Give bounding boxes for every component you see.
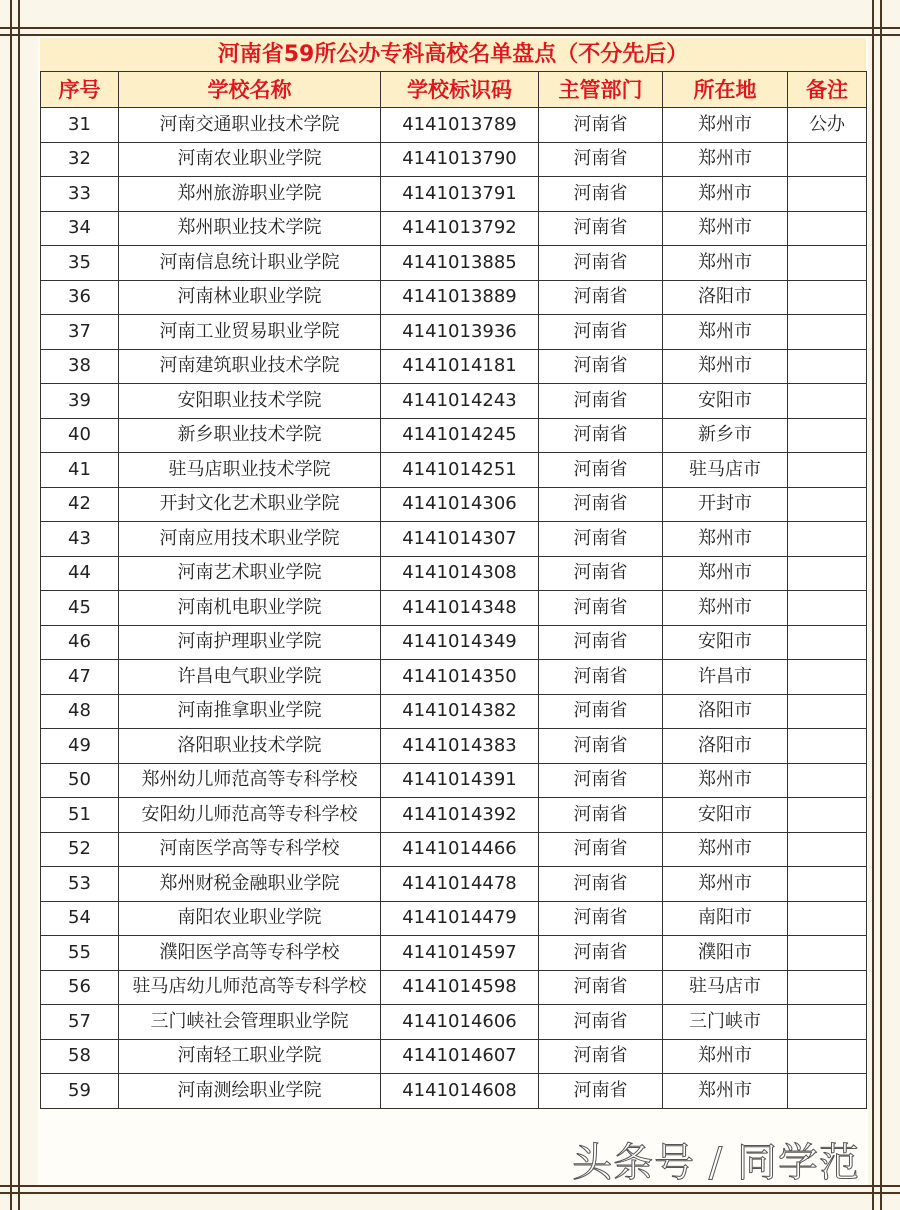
cell-school-name: 河南工业贸易职业学院: [119, 315, 381, 350]
cell-index: 37: [41, 315, 119, 350]
cell-school-code: 4141014245: [381, 418, 539, 453]
table-row: [41, 246, 867, 281]
cell-location: 驻马店市: [663, 453, 788, 488]
table-row: [41, 522, 867, 557]
cell-index: 48: [41, 694, 119, 729]
cell-location: 郑州市: [663, 315, 788, 350]
table-row: [41, 1005, 867, 1040]
cell-school-code: 4141014597: [381, 936, 539, 971]
cell-department: 河南省: [539, 522, 663, 557]
header-index: 序号: [41, 72, 119, 108]
cell-school-code: 4141014607: [381, 1039, 539, 1074]
cell-department: 河南省: [539, 901, 663, 936]
table-row: [41, 625, 867, 660]
cell-school-code: 4141014348: [381, 591, 539, 626]
cell-remark: [788, 729, 867, 764]
cell-index: 44: [41, 556, 119, 591]
cell-school-name: 安阳幼儿师范高等专科学校: [119, 798, 381, 833]
cell-remark: [788, 556, 867, 591]
cell-school-name: 驻马店幼儿师范高等专科学校: [119, 970, 381, 1005]
cell-location: 郑州市: [663, 867, 788, 902]
cell-school-name: 河南轻工职业学院: [119, 1039, 381, 1074]
cell-school-name: 新乡职业技术学院: [119, 418, 381, 453]
cell-department: 河南省: [539, 591, 663, 626]
cell-school-name: 河南建筑职业技术学院: [119, 349, 381, 384]
cell-school-code: 4141014350: [381, 660, 539, 695]
cell-remark: [788, 246, 867, 281]
cell-school-name: 许昌电气职业学院: [119, 660, 381, 695]
cell-remark: [788, 487, 867, 522]
cell-remark: [788, 832, 867, 867]
cell-location: 安阳市: [663, 384, 788, 419]
cell-location: 郑州市: [663, 1039, 788, 1074]
watermark: 头条号 / 同学范: [572, 1140, 860, 1186]
cell-school-code: 4141013790: [381, 142, 539, 177]
school-table: [40, 71, 867, 1109]
cell-school-name: 安阳职业技术学院: [119, 384, 381, 419]
cell-location: 洛阳市: [663, 694, 788, 729]
cell-remark: [788, 349, 867, 384]
cell-index: 36: [41, 280, 119, 315]
cell-index: 45: [41, 591, 119, 626]
cell-location: 安阳市: [663, 798, 788, 833]
frame-line: [0, 34, 900, 36]
cell-remark: [788, 453, 867, 488]
cell-department: 河南省: [539, 1074, 663, 1109]
cell-school-code: 4141014349: [381, 625, 539, 660]
cell-index: 32: [41, 142, 119, 177]
cell-department: 河南省: [539, 1039, 663, 1074]
cell-school-code: 4141013792: [381, 211, 539, 246]
cell-school-code: 4141014243: [381, 384, 539, 419]
cell-school-name: 河南艺术职业学院: [119, 556, 381, 591]
cell-index: 56: [41, 970, 119, 1005]
header-department: 主管部门: [539, 72, 663, 108]
table-row: [41, 556, 867, 591]
cell-location: 郑州市: [663, 177, 788, 212]
cell-school-name: 郑州旅游职业学院: [119, 177, 381, 212]
table-row: [41, 832, 867, 867]
cell-remark: [788, 763, 867, 798]
cell-location: 郑州市: [663, 1074, 788, 1109]
cell-school-name: 南阳农业职业学院: [119, 901, 381, 936]
cell-department: 河南省: [539, 625, 663, 660]
cell-index: 39: [41, 384, 119, 419]
table-row: [41, 867, 867, 902]
cell-location: 郑州市: [663, 832, 788, 867]
cell-remark: [788, 970, 867, 1005]
cell-location: 安阳市: [663, 625, 788, 660]
cell-school-name: 河南交通职业技术学院: [119, 108, 381, 143]
cell-department: 河南省: [539, 384, 663, 419]
table-row: [41, 1074, 867, 1109]
cell-location: 郑州市: [663, 522, 788, 557]
cell-remark: [788, 1074, 867, 1109]
cell-remark: [788, 1005, 867, 1040]
cell-school-code: 4141013889: [381, 280, 539, 315]
cell-school-code: 4141014382: [381, 694, 539, 729]
header-school-name: 学校名称: [119, 72, 381, 108]
cell-school-name: 三门峡社会管理职业学院: [119, 1005, 381, 1040]
header-remark: 备注: [788, 72, 867, 108]
cell-department: 河南省: [539, 867, 663, 902]
cell-index: 34: [41, 211, 119, 246]
cell-remark: [788, 798, 867, 833]
frame-line: [0, 27, 900, 29]
cell-remark: [788, 901, 867, 936]
cell-remark: [788, 1039, 867, 1074]
table-row: [41, 970, 867, 1005]
cell-remark: [788, 142, 867, 177]
cell-school-name: 河南农业职业学院: [119, 142, 381, 177]
table-row: [41, 936, 867, 971]
cell-location: 郑州市: [663, 556, 788, 591]
cell-department: 河南省: [539, 453, 663, 488]
frame-line: [18, 0, 20, 1210]
cell-department: 河南省: [539, 211, 663, 246]
cell-school-name: 河南信息统计职业学院: [119, 246, 381, 281]
cell-department: 河南省: [539, 1005, 663, 1040]
cell-school-name: 郑州财税金融职业学院: [119, 867, 381, 902]
cell-remark: [788, 522, 867, 557]
cell-school-code: 4141014307: [381, 522, 539, 557]
cell-school-code: 4141014181: [381, 349, 539, 384]
cell-location: 郑州市: [663, 349, 788, 384]
table-row: [41, 901, 867, 936]
frame-line: [872, 0, 874, 1210]
table-row: [41, 108, 867, 143]
table-row: [41, 453, 867, 488]
cell-department: 河南省: [539, 936, 663, 971]
cell-school-code: 4141014466: [381, 832, 539, 867]
cell-remark: [788, 694, 867, 729]
cell-department: 河南省: [539, 142, 663, 177]
header-school-code: 学校标识码: [381, 72, 539, 108]
cell-school-name: 郑州幼儿师范高等专科学校: [119, 763, 381, 798]
frame-line: [10, 0, 12, 1210]
cell-index: 58: [41, 1039, 119, 1074]
cell-school-code: 4141014606: [381, 1005, 539, 1040]
cell-school-name: 河南医学高等专科学校: [119, 832, 381, 867]
cell-remark: [788, 936, 867, 971]
cell-school-code: 4141014306: [381, 487, 539, 522]
cell-school-name: 洛阳职业技术学院: [119, 729, 381, 764]
cell-remark: [788, 625, 867, 660]
cell-index: 50: [41, 763, 119, 798]
cell-location: 郑州市: [663, 142, 788, 177]
cell-index: 46: [41, 625, 119, 660]
cell-school-name: 河南应用技术职业学院: [119, 522, 381, 557]
cell-school-code: 4141014308: [381, 556, 539, 591]
cell-index: 33: [41, 177, 119, 212]
cell-location: 郑州市: [663, 211, 788, 246]
cell-school-name: 河南林业职业学院: [119, 280, 381, 315]
cell-location: 新乡市: [663, 418, 788, 453]
cell-department: 河南省: [539, 729, 663, 764]
header-row: [41, 72, 867, 108]
cell-school-code: 4141014251: [381, 453, 539, 488]
table-row: [41, 694, 867, 729]
cell-remark: [788, 315, 867, 350]
table-row: [41, 211, 867, 246]
cell-location: 郑州市: [663, 108, 788, 143]
cell-department: 河南省: [539, 108, 663, 143]
cell-index: 52: [41, 832, 119, 867]
cell-department: 河南省: [539, 694, 663, 729]
cell-remark: [788, 591, 867, 626]
cell-department: 河南省: [539, 763, 663, 798]
cell-department: 河南省: [539, 487, 663, 522]
cell-school-code: 4141014598: [381, 970, 539, 1005]
table-row: [41, 418, 867, 453]
cell-school-name: 郑州职业技术学院: [119, 211, 381, 246]
cell-location: 南阳市: [663, 901, 788, 936]
cell-department: 河南省: [539, 349, 663, 384]
table-row: [41, 660, 867, 695]
cell-school-name: 河南推拿职业学院: [119, 694, 381, 729]
cell-school-code: 4141014608: [381, 1074, 539, 1109]
cell-location: 三门峡市: [663, 1005, 788, 1040]
cell-index: 31: [41, 108, 119, 143]
table-row: [41, 729, 867, 764]
cell-index: 59: [41, 1074, 119, 1109]
cell-location: 许昌市: [663, 660, 788, 695]
table-row: [41, 349, 867, 384]
cell-remark: [788, 384, 867, 419]
cell-remark: [788, 867, 867, 902]
cell-location: 郑州市: [663, 763, 788, 798]
table-row: [41, 1039, 867, 1074]
cell-department: 河南省: [539, 660, 663, 695]
cell-index: 51: [41, 798, 119, 833]
cell-remark: 公办: [788, 108, 867, 143]
cell-school-code: 4141014391: [381, 763, 539, 798]
cell-remark: [788, 418, 867, 453]
cell-school-code: 4141014478: [381, 867, 539, 902]
cell-index: 40: [41, 418, 119, 453]
cell-school-code: 4141013885: [381, 246, 539, 281]
cell-department: 河南省: [539, 246, 663, 281]
cell-school-code: 4141014479: [381, 901, 539, 936]
cell-department: 河南省: [539, 418, 663, 453]
cell-school-code: 4141013791: [381, 177, 539, 212]
cell-location: 郑州市: [663, 591, 788, 626]
cell-index: 57: [41, 1005, 119, 1040]
cell-school-code: 4141014392: [381, 798, 539, 833]
table-row: [41, 177, 867, 212]
table-row: [41, 591, 867, 626]
cell-school-name: 濮阳医学高等专科学校: [119, 936, 381, 971]
cell-remark: [788, 280, 867, 315]
cell-index: 35: [41, 246, 119, 281]
cell-index: 53: [41, 867, 119, 902]
cell-index: 47: [41, 660, 119, 695]
cell-location: 驻马店市: [663, 970, 788, 1005]
table-row: [41, 142, 867, 177]
cell-index: 55: [41, 936, 119, 971]
cell-department: 河南省: [539, 177, 663, 212]
table-row: [41, 280, 867, 315]
cell-department: 河南省: [539, 970, 663, 1005]
cell-department: 河南省: [539, 280, 663, 315]
cell-school-code: 4141013936: [381, 315, 539, 350]
cell-school-code: 4141013789: [381, 108, 539, 143]
table-row: [41, 315, 867, 350]
header-location: 所在地: [663, 72, 788, 108]
cell-index: 54: [41, 901, 119, 936]
cell-remark: [788, 660, 867, 695]
cell-school-code: 4141014383: [381, 729, 539, 764]
table-row: [41, 384, 867, 419]
cell-school-name: 河南护理职业学院: [119, 625, 381, 660]
cell-school-name: 驻马店职业技术学院: [119, 453, 381, 488]
cell-department: 河南省: [539, 832, 663, 867]
page-title: 河南省59所公办专科高校名单盘点（不分先后）: [40, 38, 866, 71]
table-row: [41, 798, 867, 833]
cell-location: 濮阳市: [663, 936, 788, 971]
cell-location: 洛阳市: [663, 280, 788, 315]
frame-line: [880, 0, 882, 1210]
cell-index: 43: [41, 522, 119, 557]
cell-index: 38: [41, 349, 119, 384]
cell-remark: [788, 177, 867, 212]
cell-index: 42: [41, 487, 119, 522]
table-row: [41, 763, 867, 798]
cell-location: 郑州市: [663, 246, 788, 281]
cell-remark: [788, 211, 867, 246]
cell-location: 洛阳市: [663, 729, 788, 764]
table-row: [41, 487, 867, 522]
cell-school-name: 河南机电职业学院: [119, 591, 381, 626]
frame-line: [0, 1192, 900, 1194]
cell-department: 河南省: [539, 798, 663, 833]
cell-location: 开封市: [663, 487, 788, 522]
cell-school-name: 河南测绘职业学院: [119, 1074, 381, 1109]
cell-department: 河南省: [539, 315, 663, 350]
cell-school-name: 开封文化艺术职业学院: [119, 487, 381, 522]
cell-index: 41: [41, 453, 119, 488]
cell-department: 河南省: [539, 556, 663, 591]
cell-index: 49: [41, 729, 119, 764]
